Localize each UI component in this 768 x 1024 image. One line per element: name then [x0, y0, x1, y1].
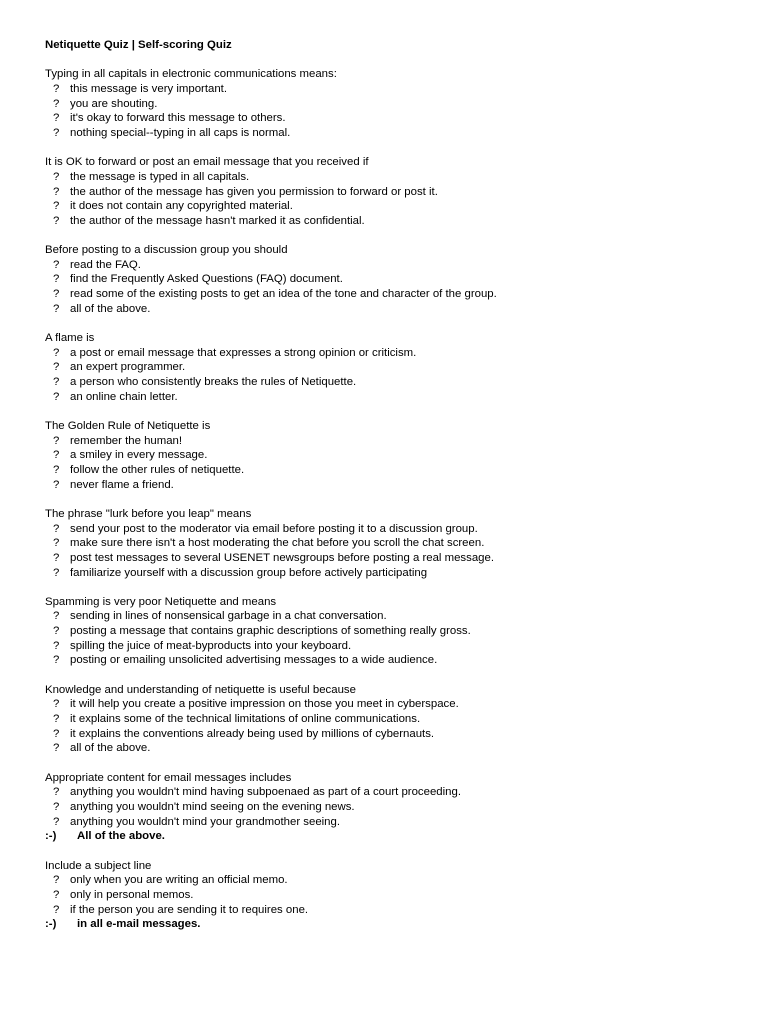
answer-option[interactable]: [45, 170, 728, 185]
answer-marker: ?: [53, 126, 60, 139]
answer-marker: ?: [53, 185, 60, 198]
answer-options: [45, 82, 728, 141]
answer-option[interactable]: [45, 712, 728, 727]
question-text: A flame is: [45, 332, 95, 345]
answer-marker: ?: [53, 288, 60, 301]
question-block: [45, 243, 728, 316]
answer-text: posting a message that contains graphic descriptions of something really gross.: [70, 625, 471, 638]
answer-marker: ?: [53, 727, 60, 740]
answer-option[interactable]: [45, 873, 728, 888]
answer-marker: ?: [53, 800, 60, 813]
answer-option[interactable]: [45, 272, 728, 287]
answer-option[interactable]: [45, 741, 728, 756]
answer-option[interactable]: [45, 815, 728, 830]
answer-text: nothing special--typing in all caps is normal.: [70, 126, 291, 139]
answer-options: [45, 609, 728, 668]
answer-marker: ?: [53, 463, 60, 476]
answer-text: a post or email message that expresses a strong opinion or criticism.: [70, 346, 417, 359]
answer-text: read the FAQ.: [70, 258, 141, 271]
answer-text: only in personal memos.: [70, 888, 194, 901]
answer-marker: ?: [53, 302, 60, 315]
answer-option[interactable]: [45, 697, 728, 712]
answer-option[interactable]: [45, 639, 728, 654]
answer-option[interactable]: [45, 522, 728, 537]
answer-text: a person who consistently breaks the rules of Netiquette.: [70, 376, 357, 389]
answer-text: it will help you create a positive impression on those you meet in cyberspace.: [70, 698, 459, 711]
answer-text: anything you wouldn't mind seeing on the evening news.: [70, 800, 355, 813]
answer-option[interactable]: [45, 624, 728, 639]
answer-option[interactable]: [45, 375, 728, 390]
answer-option[interactable]: [45, 536, 728, 551]
question-text: The phrase "lurk before you leap" means: [45, 507, 252, 520]
answer-marker: ?: [53, 376, 60, 389]
answer-option[interactable]: [45, 888, 728, 903]
answer-marker: ?: [53, 346, 60, 359]
answer-text: in all e-mail messages.: [77, 918, 201, 931]
answer-option[interactable]: [45, 653, 728, 668]
answer-option[interactable]: [45, 214, 728, 229]
answer-text: posting or emailing unsolicited advertising messages to a wide audience.: [70, 654, 438, 667]
question-list: [45, 67, 728, 932]
answer-option[interactable]: [45, 727, 728, 742]
question-block: [45, 683, 728, 756]
answer-marker: ?: [53, 478, 60, 491]
question-block: [45, 507, 728, 580]
answer-marker: ?: [53, 786, 60, 799]
answer-marker: ?: [53, 537, 60, 550]
smiley-marker: :-): [45, 918, 57, 931]
answer-text: all of the above.: [70, 302, 151, 315]
answer-options: [45, 434, 728, 493]
answer-text: make sure there isn't a host moderating the chat before you scroll the chat screen.: [70, 537, 485, 550]
question-block: [45, 859, 728, 932]
answer-text: All of the above.: [77, 830, 165, 843]
document-title: Netiquette Quiz | Self-scoring Quiz: [45, 39, 232, 51]
answer-text: the author of the message has given you permission to forward or post it.: [70, 185, 438, 198]
answer-marker: ?: [53, 361, 60, 374]
answer-text: find the Frequently Asked Questions (FAQ) document.: [70, 273, 343, 286]
answer-marker: ?: [53, 639, 60, 652]
answer-text: the author of the message hasn't marked it as confidential.: [70, 214, 365, 227]
answer-options: [45, 785, 728, 844]
answer-text: read some of the existing posts to get an idea of the tone and character of the group.: [70, 288, 497, 301]
answer-marker: ?: [53, 390, 60, 403]
answer-marker: ?: [53, 258, 60, 271]
answer-option[interactable]: [45, 111, 728, 126]
answer-marker: ?: [53, 434, 60, 447]
answer-marker: ?: [53, 170, 60, 183]
correct-answer-option[interactable]: [45, 829, 728, 844]
answer-marker: ?: [53, 200, 60, 213]
answer-marker: ?: [53, 698, 60, 711]
answer-option[interactable]: [45, 448, 728, 463]
question-block: [45, 67, 728, 140]
answer-options: [45, 170, 728, 229]
answer-option[interactable]: [45, 302, 728, 317]
answer-marker: ?: [53, 97, 60, 110]
answer-marker: ?: [53, 625, 60, 638]
answer-marker: ?: [53, 522, 60, 535]
answer-marker: ?: [53, 566, 60, 579]
smiley-marker: :-): [45, 830, 57, 843]
answer-option[interactable]: [45, 463, 728, 478]
answer-marker: ?: [53, 654, 60, 667]
answer-options: [45, 697, 728, 756]
answer-text: you are shouting.: [70, 97, 158, 110]
answer-marker: ?: [53, 214, 60, 227]
answer-text: it's okay to forward this message to others.: [70, 112, 286, 125]
answer-option[interactable]: [45, 609, 728, 624]
answer-options: [45, 346, 728, 405]
answer-text: send your post to the moderator via email before posting it to a discussion group.: [70, 522, 478, 535]
question-text: Include a subject line: [45, 859, 152, 872]
answer-option[interactable]: [45, 390, 728, 405]
correct-answer-option[interactable]: [45, 917, 728, 932]
answer-marker: ?: [53, 888, 60, 901]
question-block: [45, 595, 728, 668]
answer-option[interactable]: [45, 82, 728, 97]
answer-marker: ?: [53, 742, 60, 755]
answer-text: all of the above.: [70, 742, 151, 755]
answer-text: never flame a friend.: [70, 478, 174, 491]
answer-marker: ?: [53, 874, 60, 887]
answer-text: anything you wouldn't mind having subpoenaed as part of a court proceeding.: [70, 786, 461, 799]
answer-marker: ?: [53, 112, 60, 125]
question-block: [45, 419, 728, 492]
answer-text: an expert programmer.: [70, 361, 186, 374]
answer-text: remember the human!: [70, 434, 183, 447]
answer-text: an online chain letter.: [70, 390, 178, 403]
answer-text: sending in lines of nonsensical garbage in a chat conversation.: [70, 610, 387, 623]
answer-option[interactable]: [45, 785, 728, 800]
question-text: Typing in all capitals in electronic communications means:: [45, 68, 337, 81]
answer-marker: ?: [53, 551, 60, 564]
answer-marker: ?: [53, 815, 60, 828]
answer-marker: ?: [53, 610, 60, 623]
answer-text: a smiley in every message.: [70, 449, 208, 462]
question-text: Before posting to a discussion group you should: [45, 244, 288, 257]
question-text: The Golden Rule of Netiquette is: [45, 419, 211, 432]
answer-option[interactable]: [45, 126, 728, 141]
answer-marker: ?: [53, 273, 60, 286]
answer-option[interactable]: [45, 566, 728, 581]
answer-text: anything you wouldn't mind your grandmother seeing.: [70, 815, 341, 828]
answer-option[interactable]: [45, 346, 728, 361]
question-text: Spamming is very poor Netiquette and means: [45, 595, 277, 608]
answer-text: post test messages to several USENET newsgroups before posting a real message.: [70, 551, 494, 564]
question-text: Knowledge and understanding of netiquette is useful because: [45, 683, 356, 696]
answer-option[interactable]: [45, 185, 728, 200]
answer-text: it does not contain any copyrighted material.: [70, 200, 293, 213]
answer-text: the message is typed in all capitals.: [70, 170, 250, 183]
answer-option[interactable]: [45, 287, 728, 302]
answer-text: familiarize yourself with a discussion group before actively participating: [70, 566, 428, 579]
question-block: [45, 771, 728, 844]
answer-option[interactable]: [45, 360, 728, 375]
answer-marker: ?: [53, 82, 60, 95]
answer-marker: ?: [53, 713, 60, 726]
question-block: [45, 155, 728, 228]
answer-option[interactable]: [45, 97, 728, 112]
answer-text: spilling the juice of meat-byproducts into your keyboard.: [70, 639, 352, 652]
answer-options: [45, 258, 728, 317]
answer-option[interactable]: [45, 434, 728, 449]
answer-option[interactable]: [45, 800, 728, 815]
answer-text: this message is very important.: [70, 82, 227, 95]
answer-option[interactable]: [45, 903, 728, 918]
answer-option[interactable]: [45, 478, 728, 493]
question-text: Appropriate content for email messages includes: [45, 771, 292, 784]
answer-options: [45, 522, 728, 581]
question-text: It is OK to forward or post an email message that you received if: [45, 156, 369, 169]
answer-marker: ?: [53, 903, 60, 916]
answer-text: follow the other rules of netiquette.: [70, 463, 245, 476]
answer-text: it explains some of the technical limitations of online communications.: [70, 713, 421, 726]
answer-options: [45, 873, 728, 932]
answer-marker: ?: [53, 449, 60, 462]
answer-text: if the person you are sending it to requires one.: [70, 903, 309, 916]
answer-option[interactable]: [45, 199, 728, 214]
answer-option[interactable]: [45, 551, 728, 566]
answer-option[interactable]: [45, 258, 728, 273]
question-block: [45, 331, 728, 404]
answer-text: it explains the conventions already being used by millions of cybernauts.: [70, 727, 435, 740]
answer-text: only when you are writing an official memo.: [70, 874, 288, 887]
